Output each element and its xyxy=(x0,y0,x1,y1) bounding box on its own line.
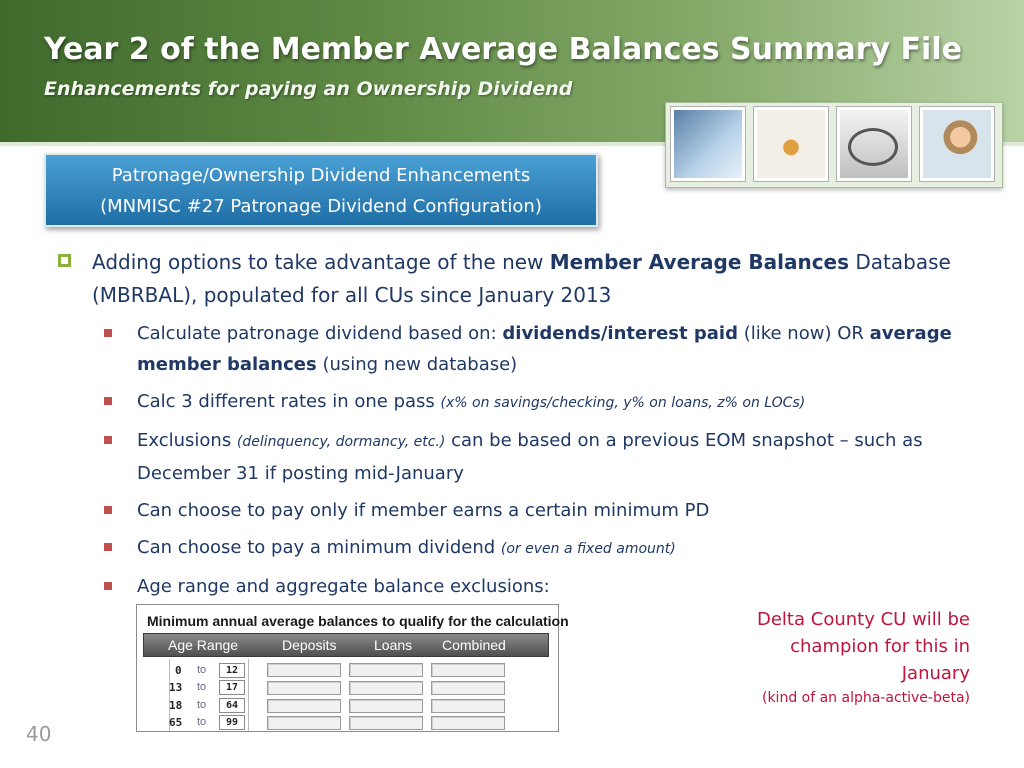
age-from: 18 xyxy=(169,699,183,712)
loans-field[interactable] xyxy=(349,663,423,677)
main-bullet xyxy=(58,246,958,312)
customer-service-photo-icon xyxy=(920,107,994,181)
list-item xyxy=(104,495,974,526)
header-deposits: Deposits xyxy=(282,637,337,653)
list-item xyxy=(104,386,974,419)
age-range-text: Age range and aggregate balance exclusions: xyxy=(137,576,550,597)
table-header xyxy=(143,633,549,657)
exclusions-note: (delinquency, dormancy, etc.) xyxy=(236,434,446,450)
champion-note xyxy=(720,606,970,709)
combined-field[interactable] xyxy=(431,699,505,713)
age-range-config-panel xyxy=(136,604,569,732)
combined-field[interactable] xyxy=(431,716,505,730)
age-from: 13 xyxy=(169,681,183,694)
square-bullet-icon xyxy=(104,582,112,590)
business-photo-icon xyxy=(671,107,745,181)
photo-strip xyxy=(665,102,1003,188)
deposits-field[interactable] xyxy=(267,716,341,730)
age-to-field[interactable]: 99 xyxy=(219,715,245,730)
loans-field[interactable] xyxy=(349,681,423,695)
combined-field[interactable] xyxy=(431,681,505,695)
page-number: 40 xyxy=(26,722,52,746)
square-bullet-icon xyxy=(58,254,71,267)
age-from: 65 xyxy=(169,716,183,729)
age-to-field[interactable]: 17 xyxy=(219,680,245,695)
header-age-range: Age Range xyxy=(168,637,239,653)
idea-bulb-photo-icon xyxy=(754,107,828,181)
age-to-label: to xyxy=(197,716,207,728)
callout-box xyxy=(44,153,598,227)
slide-subtitle: Enhancements for paying an Ownership Dividend xyxy=(44,78,573,100)
square-bullet-icon xyxy=(104,397,112,405)
square-bullet-icon xyxy=(104,329,112,337)
main-bullet-text-b: Database (MBRBAL), populated for all CUs since January 2013 xyxy=(92,250,951,307)
loans-field[interactable] xyxy=(349,716,423,730)
champion-aside: (kind of an alpha-active-beta) xyxy=(761,690,970,706)
list-item xyxy=(104,571,974,602)
min-dividend-text: Can choose to pay a minimum dividend xyxy=(137,537,501,558)
minimum-pd-text: Can choose to pay only if member earns a certain minimum PD xyxy=(137,500,710,521)
age-to-field[interactable]: 12 xyxy=(219,663,245,678)
age-from: 0 xyxy=(175,664,182,677)
square-bullet-icon xyxy=(104,543,112,551)
calc-text-a: Calculate patronage dividend based on: xyxy=(137,323,503,344)
list-item xyxy=(104,318,974,380)
list-item xyxy=(104,425,974,489)
callout-line-2: (MNMISC #27 Patronage Dividend Configuration) xyxy=(100,196,542,217)
slide-title: Year 2 of the Member Average Balances Summary File xyxy=(44,32,962,67)
square-bullet-icon xyxy=(104,506,112,514)
glasses-newspaper-photo-icon xyxy=(837,107,911,181)
sub-bullet-list xyxy=(104,318,974,608)
age-to-label: to xyxy=(197,681,207,693)
calc-bold-2: average member balances xyxy=(137,323,952,375)
age-to-field[interactable]: 64 xyxy=(219,698,245,713)
rates-note: (x% on savings/checking, y% on loans, z% on LOCs) xyxy=(440,395,806,411)
deposits-field[interactable] xyxy=(267,681,341,695)
exclusions-text-b: can be based on a previous EOM snapshot – such as December 31 if posting mid-January xyxy=(137,430,923,484)
main-bullet-text-a: Adding options to take advantage of the new xyxy=(92,250,550,274)
champion-line-1: Delta County CU will be xyxy=(757,609,970,630)
calc-bold-1: dividends/interest paid xyxy=(502,323,738,344)
loans-field[interactable] xyxy=(349,699,423,713)
rates-text: Calc 3 different rates in one pass xyxy=(137,391,441,412)
main-bullet-bold: Member Average Balances xyxy=(549,250,850,274)
header-loans: Loans xyxy=(374,637,413,653)
callout-line-1: Patronage/Ownership Dividend Enhancements xyxy=(111,165,531,186)
combined-field[interactable] xyxy=(431,663,505,677)
champion-line-3: January xyxy=(901,663,970,684)
panel-title: Minimum annual average balances to qualify for the calculation xyxy=(147,613,569,629)
deposits-field[interactable] xyxy=(267,663,341,677)
min-dividend-note: (or even a fixed amount) xyxy=(500,541,676,557)
age-to-label: to xyxy=(197,664,207,676)
exclusions-text-a: Exclusions xyxy=(137,430,237,451)
square-bullet-icon xyxy=(104,436,112,444)
calc-text-c: (like now) OR xyxy=(737,323,870,344)
header-combined: Combined xyxy=(442,637,506,653)
age-to-label: to xyxy=(197,699,207,711)
main-bullet-text xyxy=(92,246,958,312)
list-item xyxy=(104,532,974,565)
deposits-field[interactable] xyxy=(267,699,341,713)
champion-line-2: champion for this in xyxy=(790,636,970,657)
calc-text-d: (using new database) xyxy=(316,354,518,375)
